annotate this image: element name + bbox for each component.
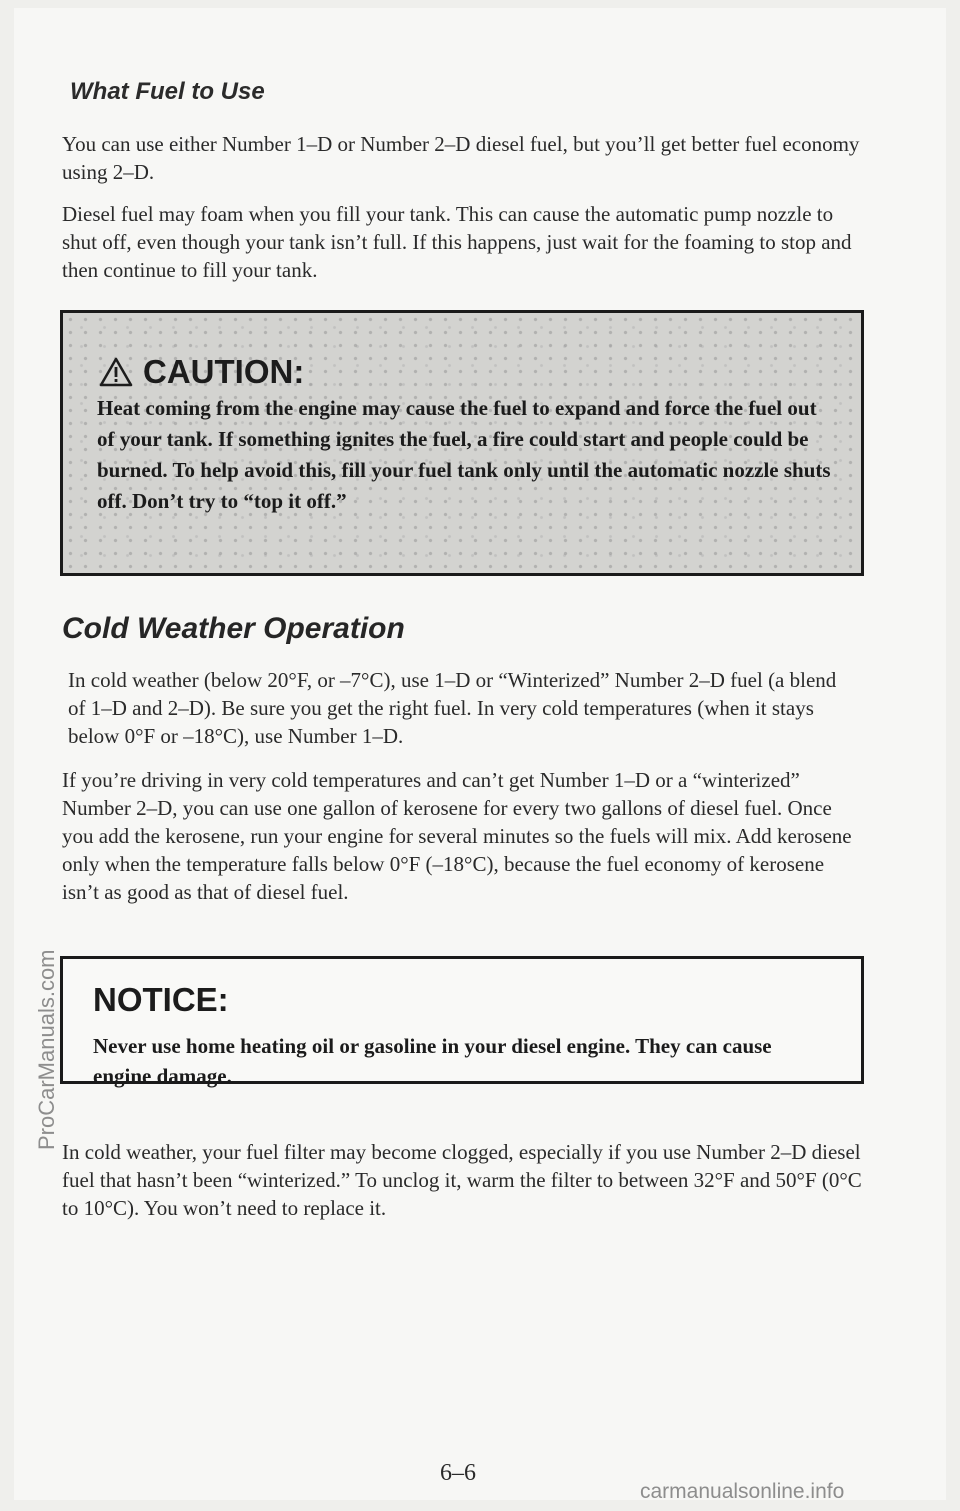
notice-box [60, 956, 864, 1088]
watermark-side: ProCarManuals.com [34, 949, 59, 1150]
fuel-filter-paragraph: In cold weather, your fuel filter may become clogged, especially if you use Number 2–D diesel fuel that hasn’t been “winterized.” To unclog it, warm the filter to between 32°F and 50°F (0°C to 10°C). You won’t need to replace it. [62, 1140, 862, 1220]
page-number: 6–6 [440, 1460, 476, 1486]
warning-triangle-icon [99, 357, 133, 387]
caution-title: CAUTION: [143, 353, 305, 390]
caution-header [99, 353, 304, 391]
section-title-cold-weather: Cold Weather Operation [62, 612, 405, 645]
fuel-paragraph-2: Diesel fuel may foam when you fill your tank. This can cause the automatic pump nozzle to shut off, even though your tank isn’t full. If this happens, just wait for the foaming to stop and then continue to fill your tank. [62, 202, 852, 282]
cold-weather-paragraph-1: In cold weather (below 20°F, or –7°C), use 1–D or “Winterized” Number 2–D fuel (a blend of 1–D and 2–D). Be sure you get the right fuel. In very cold temperatures (when it stays below 0°F or –18°C), use Number 1–D. [68, 668, 837, 748]
notice-title: NOTICE: [93, 981, 229, 1018]
section-title-fuel: What Fuel to Use [70, 78, 265, 105]
caution-text: Heat coming from the engine may cause the fuel to expand and force the fuel out of your tank. If something ignites the fuel, a fire could start and people could be burned. To help avoid this, fill your fuel tank only until the automatic nozzle shuts off. Don’t try to “top it off.” [97, 396, 831, 513]
caution-box [60, 310, 864, 576]
fuel-paragraph-1: You can use either Number 1–D or Number 2–D diesel fuel, but you’ll get better fuel economy using 2–D. [62, 132, 860, 184]
notice-text: Never use home heating oil or gasoline in your diesel engine. They can cause engine damage. [93, 1034, 772, 1088]
cold-weather-paragraph-2: If you’re driving in very cold temperatures and can’t get Number 1–D or a “winterized” Number 2–D, you can use one gallon of kerosene for every two gallons of diesel fuel. Once you add the kerosene, run your engine for several minutes so the fuels will mix. Add kerosene only when the temperature falls below 0°F (–18°C), because the fuel economy of kerosene isn’t as good as that of diesel fuel. [62, 768, 852, 904]
watermark-bottom: carmanualsonline.info [640, 1480, 845, 1503]
